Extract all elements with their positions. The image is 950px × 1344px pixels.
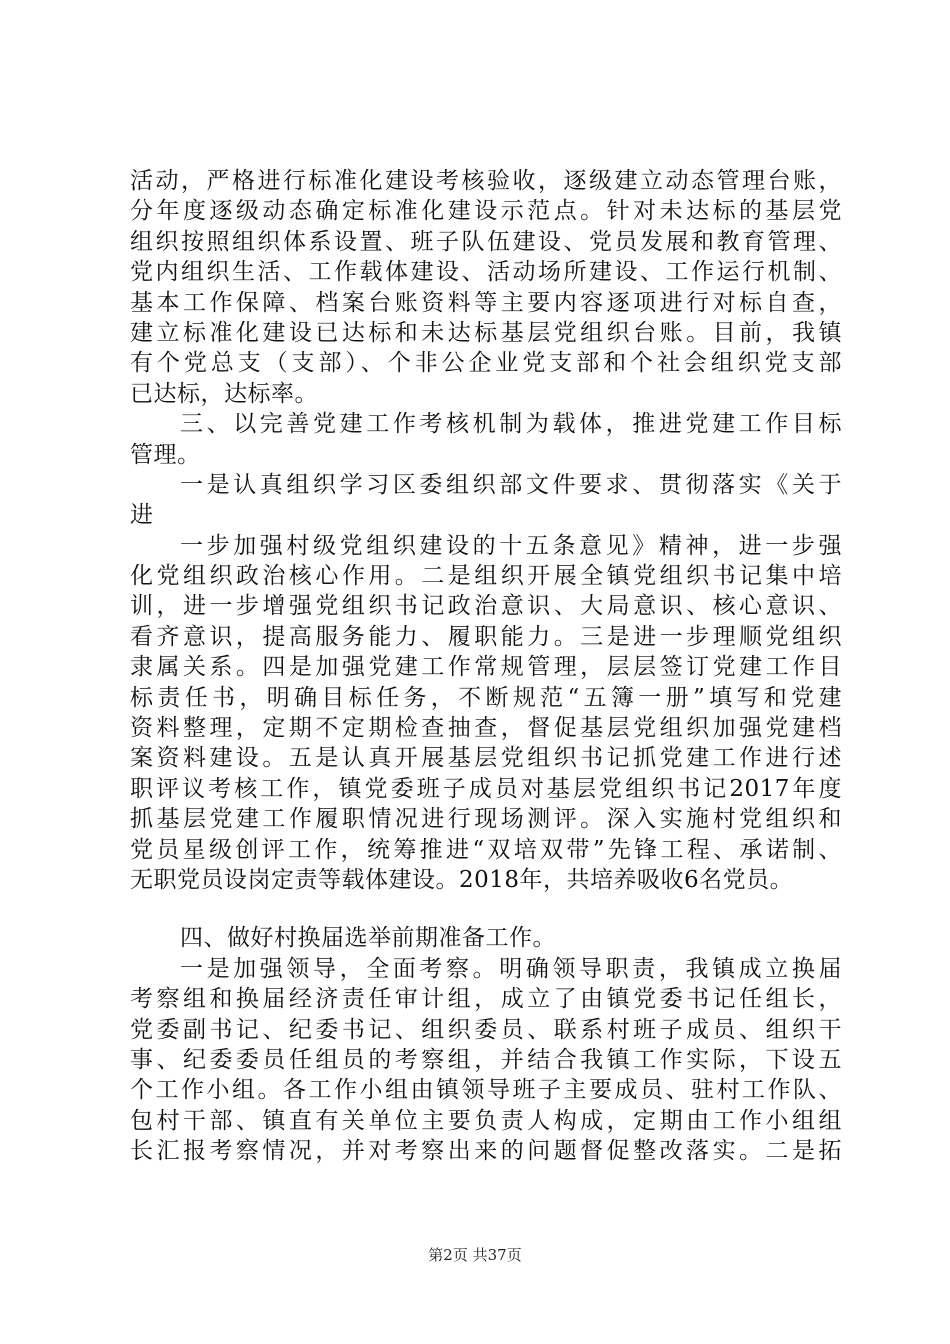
text-line: 一步加强村级党组织建设的十五条意见》精神，进一步强	[180, 532, 842, 559]
text-line: 个工作小组。各工作小组由镇领导班子主要成员、驻村工作队、	[130, 1077, 842, 1104]
text-line: 建立标准化建设已达标和未达标基层党组织台账。目前，我镇	[130, 319, 842, 346]
text-line: 案资料建设。五是认真开展基层党组织书记抓党建工作进行述	[130, 745, 842, 772]
text-line: 党员星级创评工作，统筹推进“双培双带”先锋工程、承诺制、	[130, 836, 842, 863]
paragraph	[130, 166, 842, 409]
text-line: 隶属关系。四是加强党建工作常规管理，层层签订党建工作目	[130, 654, 842, 681]
paragraph-gap	[130, 895, 842, 923]
paragraph	[130, 470, 842, 531]
paragraph	[130, 954, 842, 1167]
text-line: 党内组织生活、工作载体建设、活动场所建设、工作运行机制、	[130, 259, 842, 286]
text-line: 分年度逐级动态确定标准化建设示范点。针对未达标的基层党	[130, 198, 842, 225]
text-line: 化党组织政治核心作用。二是组织开展全镇党组织书记集中培	[130, 563, 842, 590]
section-heading-3	[130, 409, 842, 470]
paragraph	[130, 531, 842, 896]
text-line: 三、以完善党建工作考核机制为载体，推进党建工作目标	[180, 411, 842, 438]
text-line: 管理。	[130, 441, 201, 468]
text-line: 训，进一步增强党组织书记政治意识、大局意识、核心意识、	[130, 593, 842, 620]
text-line: 已达标，达标率。	[130, 380, 318, 407]
text-line: 四、做好村换届选举前期准备工作。	[180, 925, 556, 952]
text-line: 包村干部、镇直有关单位主要负责人构成，定期由工作小组组	[130, 1107, 842, 1134]
text-line: 一是认真组织学习区委组织部文件要求、贯彻落实《关于	[180, 471, 842, 498]
text-line: 党委副书记、纪委书记、组织委员、联系村班子成员、组织干	[130, 1016, 842, 1043]
text-line: 抓基层党建工作履职情况进行现场测评。深入实施村党组织和	[130, 806, 842, 833]
text-line: 基本工作保障、档案台账资料等主要内容逐项进行对标自查，	[130, 289, 842, 316]
text-line: 看齐意识，提高服务能力、履职能力。三是进一步理顺党组织	[130, 623, 842, 650]
text-line: 进	[130, 502, 154, 529]
document-body	[130, 166, 842, 1167]
text-line: 长汇报考察情况，并对考察出来的问题督促整改落实。二是拓	[130, 1138, 842, 1165]
text-line: 活动，严格进行标准化建设考核验收，逐级建立动态管理台账，	[130, 168, 842, 194]
text-line: 有个党总支（支部）、个非公企业党支部和个社会组织党支部	[130, 350, 842, 377]
text-line: 资料整理，定期不定期检查抽查，督促基层党组织加强党建档	[130, 715, 842, 742]
text-line: 考察组和换届经济责任审计组，成立了由镇党委书记任组长，	[130, 986, 842, 1013]
section-heading-4	[130, 923, 842, 953]
text-line: 标责任书，明确目标任务，不断规范“五簿一册”填写和党建	[130, 684, 842, 711]
text-line: 组织按照组织体系设置、班子队伍建设、党员发展和教育管理、	[130, 228, 842, 255]
text-line: 无职党员设岗定责等载体建设。2018年，共培养吸收6名党员。	[130, 866, 794, 893]
text-line: 一是加强领导，全面考察。明确领导职责，我镇成立换届	[180, 955, 842, 982]
page-footer: 第2页 共37页	[428, 1246, 522, 1264]
text-line: 事、纪委委员任组员的考察组，并结合我镇工作实际，下设五	[130, 1046, 842, 1073]
text-line: 职评议考核工作，镇党委班子成员对基层党组织书记2017年度	[130, 775, 842, 802]
